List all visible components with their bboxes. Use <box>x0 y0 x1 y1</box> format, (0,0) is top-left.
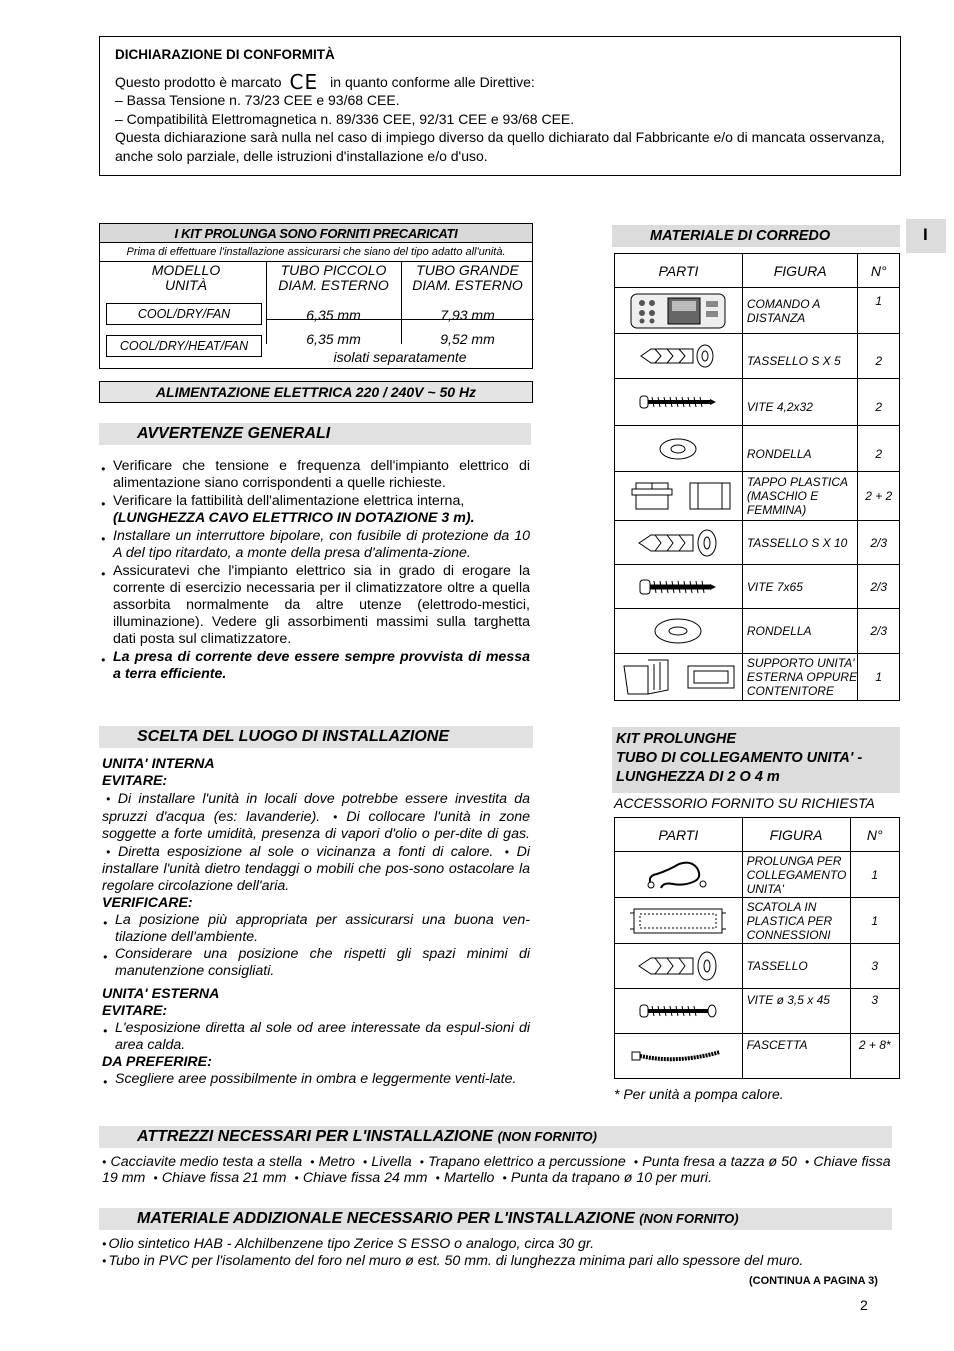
row-qty: 1 <box>858 288 900 334</box>
list-item: ● L'esposizione diretta al sole od aree interessate da espul-sioni di area calda. <box>102 1020 530 1054</box>
section-avvertenze-title: AVVERTENZE GENERALI <box>99 423 531 445</box>
row-qty: 2 + 2 <box>858 472 900 521</box>
kit-table <box>99 223 533 369</box>
table-row <box>615 472 900 521</box>
row-desc: VITE 7x65 <box>742 565 858 609</box>
row-desc: SUPPORTO UNITA' ESTERNA OPPURE CONTENITORE <box>742 654 858 701</box>
list-item-text: Punta da trapano ø 10 per muri. <box>510 1170 713 1186</box>
wall-plug-icon <box>633 528 723 558</box>
section-title-suffix: (NON FORNITO) <box>639 1211 739 1226</box>
prolunghe-title-2: TUBO DI COLLEGAMENTO UNITA' - <box>616 750 863 766</box>
declaration-text: in quanto conforme alle Direttive: <box>330 73 535 90</box>
col-n: N° <box>858 254 900 288</box>
continua-note: (CONTINUA A PAGINA 3) <box>749 1275 878 1287</box>
washer-icon <box>653 617 703 645</box>
addizionale-list <box>102 1236 902 1269</box>
ce-mark-icon: CE <box>289 69 319 94</box>
list-item-text: Cacciavite medio testa a stella <box>110 1154 303 1170</box>
list-item-text: (LUNGHEZZA CAVO ELETTRICO IN DOTAZIONE 3 m). <box>113 510 475 526</box>
cable-tie-icon <box>628 1046 728 1066</box>
list-item-text: Trapano elettrico a percussione <box>428 1154 626 1170</box>
row-qty: 1 <box>850 852 900 898</box>
row-qty: 3 <box>850 944 900 989</box>
row-qty: 2 <box>858 426 900 472</box>
screw-icon <box>638 577 718 597</box>
row-desc: RONDELLA <box>742 609 858 654</box>
declaration-box <box>99 36 901 176</box>
list-item-text: Tubo in PVC per l'isolamento del foro nel muro ø est. 50 mm. di lunghezza minima pari allo spessore del muro. <box>108 1252 804 1269</box>
wall-plug-icon <box>633 950 723 982</box>
list-item-text: Martello <box>443 1170 495 1186</box>
list-item: ● Olio sintetico HAB - Alchilbenzene tipo Zerice S ESSO o analogo, circa 30 gr. <box>102 1236 595 1252</box>
attrezzi-list: ● Cacciavite medio testa a stella ● Metro ● Livella ● Trapano elettrico a percussione ● Punta fresa a tazza ø 50 ● Chiave fissa 19 mm ● Chiave fissa 21 mm ● Chiave fissa 24 mm ● Martello ● Punta da trapano ø 10 per muri. <box>102 1154 891 1186</box>
list-item-text: Olio sintetico HAB - Alchilbenzene tipo Zerice S ESSO o analogo, circa 30 gr. <box>108 1236 595 1252</box>
list-item: ● Verificare che tensione e frequenza dell'impianto elettrico di alimentazione siano corrispondenti a quelle richieste. <box>100 458 530 492</box>
list-item-text: Chiave fissa 24 mm <box>302 1170 428 1186</box>
prolunghe-subtitle: ACCESSORIO FORNITO SU RICHIESTA <box>614 795 875 811</box>
row-desc: FASCETTA <box>742 1034 850 1079</box>
table-row <box>615 288 900 334</box>
section-addizionale-title <box>99 1208 892 1230</box>
interna-evitare-text: ● Di installare l'unità in locali dove potrebbe essere investita da spruzzi d'acqua (es: lavanderie). ● Di collocare l'unità in zone soggette a forte umidità, presenza di vapori d'olio o per-dite di gas. ● Diretta esposizione al sole o vicinanza a fonti di calore. ● Di installare l'unità dietro tendaggi o mobili che pos-sono ostacolare la regolare circolazione dell'aria. <box>102 791 531 894</box>
kit-col-model: MODELLO UNITÀ <box>151 262 221 293</box>
table-row <box>615 989 900 1034</box>
label-unita-esterna: UNITA' ESTERNA <box>102 986 220 1002</box>
list-item: ● Scegliere aree possibilmente in ombra e leggermente venti-late. <box>102 1071 530 1088</box>
list-item: ● La presa di corrente deve essere sempre provvista di messa a terra efficiente. <box>100 649 530 683</box>
row-desc: COMANDO A DISTANZA <box>742 288 858 334</box>
label-unita-interna: UNITA' INTERNA <box>102 756 215 772</box>
declaration-line4: Questa dichiarazione sarà nulla nel caso di impiego diverso da quello dichiarato dal Fabbricante e/o di mancata osservanza, anche solo parziale, delle istruzioni d'installazione e/o d'uso. <box>115 129 885 164</box>
table-row <box>615 898 900 944</box>
prolunghe-title-1: KIT PROLUNGHE <box>616 731 737 747</box>
prolunghe-title-3: LUNGHEZZA DI 2 O 4 m <box>616 769 780 785</box>
bracket-icon <box>618 656 738 698</box>
declaration-title: DICHIARAZIONE DI CONFORMITÀ <box>115 47 335 62</box>
kit-model-2: COOL/DRY/HEAT/FAN <box>106 335 262 357</box>
row-desc: TASSELLO S X 10 <box>742 521 858 565</box>
materiale-table <box>614 253 900 701</box>
col-figura: FIGURA <box>742 818 850 852</box>
extension-pipe-icon <box>643 858 713 892</box>
table-row <box>615 852 900 898</box>
kit-big-1: 7,93 mm <box>440 307 495 323</box>
col-n: N° <box>850 818 900 852</box>
scelta-content <box>102 756 530 1088</box>
page-number: 2 <box>860 1297 868 1313</box>
prolunghe-title-box <box>612 727 900 793</box>
table-row <box>615 426 900 472</box>
list-item-text: Diretta esposizione al sole o vicinanza a fonti di calore. <box>117 844 494 860</box>
connection-box-icon <box>628 903 728 939</box>
avvertenze-list <box>100 458 530 683</box>
row-qty: 2 + 8* <box>850 1034 900 1079</box>
table-row <box>615 1034 900 1079</box>
row-qty: 1 <box>858 654 900 701</box>
kit-note: isolati separatamente <box>333 349 467 365</box>
row-qty: 3 <box>850 989 900 1034</box>
row-desc: RONDELLA <box>742 426 858 472</box>
screw-icon <box>638 1002 718 1020</box>
row-desc: TASSELLO <box>742 944 850 989</box>
col-figura: FIGURA <box>742 254 858 288</box>
label-preferire: DA PREFERIRE: <box>102 1054 212 1070</box>
list-item-text: Metro <box>318 1154 355 1170</box>
label-verificare: VERIFICARE: <box>102 895 193 911</box>
row-qty: 2/3 <box>858 521 900 565</box>
kit-small-2: 6,35 mm <box>306 331 361 347</box>
section-scelta-title: SCELTA DEL LUOGO DI INSTALLAZIONE <box>99 726 533 748</box>
list-item-text: Chiave fissa 21 mm <box>161 1170 287 1186</box>
prolunghe-footnote: * Per unità a pompa calore. <box>614 1086 784 1102</box>
col-parti: PARTI <box>615 254 743 288</box>
preferire-list <box>102 1071 530 1088</box>
table-header-row <box>615 254 900 288</box>
section-attrezzi-title <box>99 1126 892 1148</box>
list-item: ● Considerare una posizione che rispetti gli spazi minimi di manutenzione consigliati. <box>102 946 530 980</box>
row-desc: SCATOLA IN PLASTICA PER CONNESSIONI <box>742 898 850 944</box>
kit-small-1: 6,35 mm <box>306 307 361 323</box>
section-title-text: ATTREZZI NECESSARI PER L'INSTALLAZIONE <box>137 1128 494 1145</box>
section-title-text: MATERIALE ADDIZIONALE NECESSARIO PER L'INSTALLAZIONE <box>137 1210 635 1227</box>
row-desc: TASSELLO S X 5 <box>742 334 858 379</box>
kit-model-1: COOL/DRY/FAN <box>106 303 262 325</box>
list-item: ● Assicuratevi che l'impianto elettrico sia in grado di erogare la corrente di esercizio necessaria per il climatizzatore oltre a quella assorbita normalmente da altre utenze (elettrodo-mestici, illuminazione). Vedere gli assorbimenti massimi sulla targhetta dati posta sul climatizzatore. <box>100 563 530 648</box>
table-row <box>615 609 900 654</box>
declaration-text: Questo prodotto è marcato <box>115 73 282 90</box>
declaration-line3: – Compatibilità Elettromagnetica n. 89/336 CEE, 92/31 CEE e 93/68 CEE. <box>115 110 575 127</box>
table-header-row <box>615 818 900 852</box>
row-qty: 1 <box>850 898 900 944</box>
label-evitare: EVITARE: <box>102 773 168 789</box>
row-qty: 2 <box>858 334 900 379</box>
table-row <box>615 944 900 989</box>
kit-header: I KIT PROLUNGA SONO FORNITI PRECARICATI <box>100 224 532 243</box>
row-qty: 2 <box>858 379 900 426</box>
remote-control-icon <box>628 291 728 331</box>
row-qty: 2/3 <box>858 609 900 654</box>
label-evitare: EVITARE: <box>102 1003 168 1019</box>
table-row <box>615 379 900 426</box>
list-item: ● Installare un interruttore bipolare, con fusibile di protezione da 10 A del tipo ritardato, a monte della presa d'alimenta-zione. <box>100 528 530 562</box>
materiale-title: MATERIALE DI CORREDO <box>612 225 900 247</box>
list-item: ● Tubo in PVC per l'isolamento del foro nel muro ø est. 50 mm. di lunghezza minima pari allo spessore del muro. <box>102 1252 804 1269</box>
list-item-text: Chiave fissa 19 mm <box>102 1154 891 1186</box>
row-desc: PROLUNGA PER COLLEGAMENTO UNITA' <box>742 852 850 898</box>
row-qty: 2/3 <box>858 565 900 609</box>
list-item-text: Verificare la fattibilità dell'alimentazione elettrica interna, <box>113 493 465 509</box>
declaration-line1 <box>115 69 885 94</box>
kit-subheader: Prima di effettuare l'installazione assicurarsi che siano del tipo adatto all'unità. <box>100 243 532 262</box>
table-row <box>615 334 900 379</box>
kit-big-2: 9,52 mm <box>440 331 495 347</box>
row-desc: VITE 4,2x32 <box>742 379 858 426</box>
kit-col-small: TUBO PICCOLO DIAM. ESTERNO <box>278 262 389 293</box>
table-row <box>615 565 900 609</box>
section-title-suffix: (NON FORNITO) <box>497 1129 597 1144</box>
declaration-line2: – Bassa Tensione n. 73/23 CEE e 93/68 CEE. <box>115 92 400 108</box>
esterna-evitare-list <box>102 1020 530 1054</box>
power-supply-bar: ALIMENTAZIONE ELETTRICA 220 / 240V ~ 50 Hz <box>99 381 533 403</box>
row-desc: TAPPO PLASTICA (MASCHIO E FEMMINA) <box>742 472 858 521</box>
list-item-text: Punta fresa a tazza ø 50 <box>642 1154 797 1170</box>
wall-plug-icon <box>633 343 723 369</box>
col-parti: PARTI <box>615 818 743 852</box>
verificare-list <box>102 912 530 980</box>
list-item-text: Di installare l'unità dietro tendaggi o mobili che pos-sono ostacolare la regolare circolazione dell'aria. <box>102 844 531 894</box>
screw-icon <box>638 393 718 411</box>
plastic-cap-icon <box>618 479 738 513</box>
list-item <box>100 493 530 527</box>
kit-col-big: TUBO GRANDE DIAM. ESTERNO <box>412 262 523 293</box>
language-tab: I <box>906 219 946 253</box>
list-item-text: Di installare l'unità in locali dove potrebbe essere investita da spruzzi d'acqua (es: lavanderie). <box>102 791 530 825</box>
row-desc: VITE ø 3,5 x 45 <box>742 989 850 1034</box>
list-item: ● La posizione più appropriata per assicurarsi una buona ven-tilazione dell'ambiente. <box>102 912 530 946</box>
washer-icon <box>658 437 698 461</box>
table-row <box>615 521 900 565</box>
list-item-text: Livella <box>371 1154 412 1170</box>
prolunghe-table <box>614 817 900 1079</box>
list-item-text: Di collocare l'unità in zone soggette a forte umidità, presenza di vapori d'olio o per-dite di gas. <box>102 809 530 842</box>
table-row <box>615 654 900 701</box>
